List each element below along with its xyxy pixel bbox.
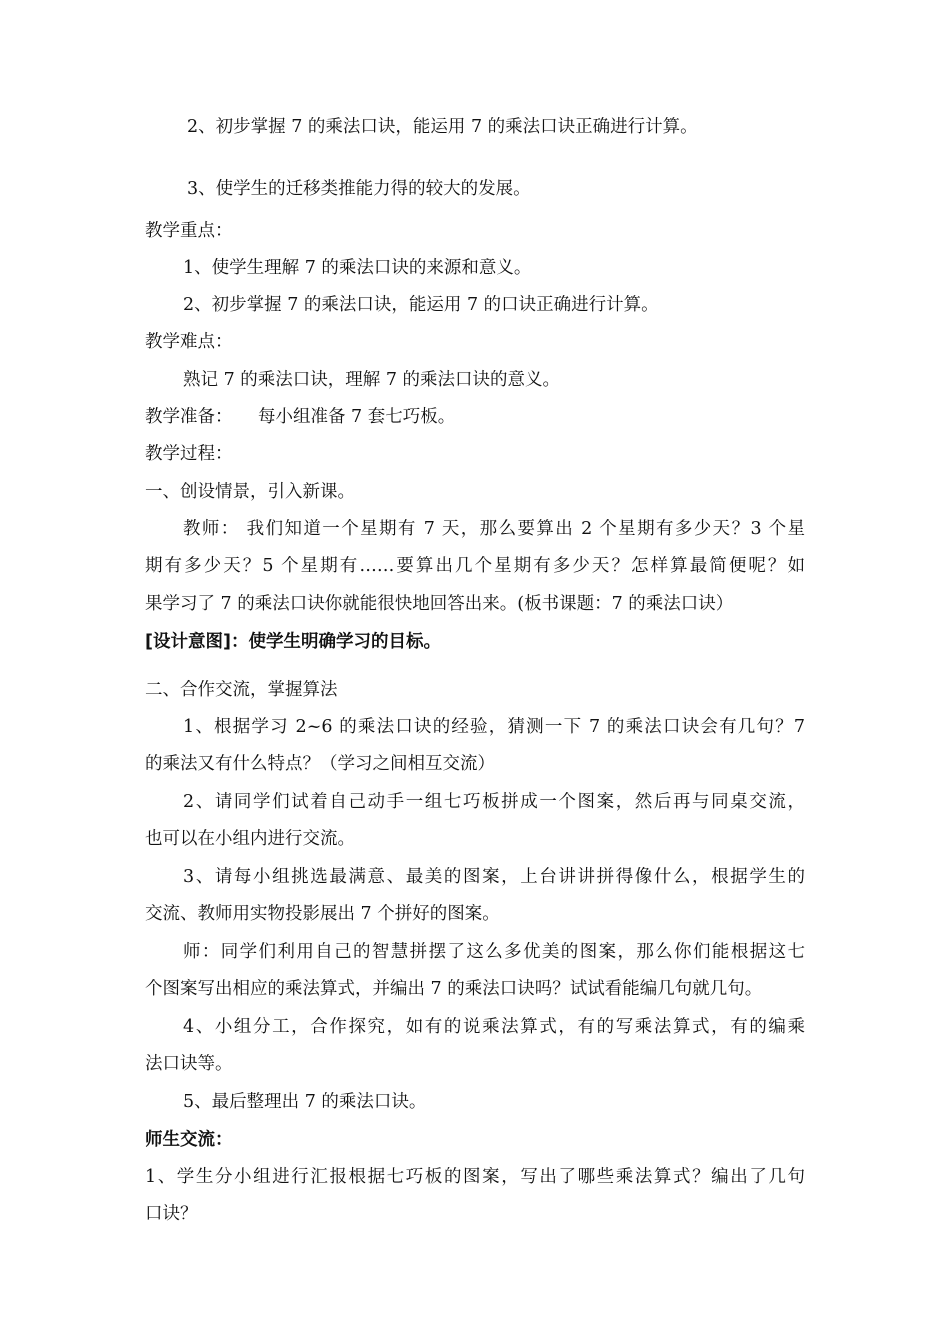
objective-item-3: 3、使学生的迁移类推能力得的较大的发展。 xyxy=(187,179,531,199)
step-3-line-1: 3、请每小组挑选最满意、最美的图案，上台讲讲拼得像什么，根据学生的 xyxy=(183,867,805,887)
step-1-line-2: 的乘法又有什么特点？（学习之间相互交流） xyxy=(145,754,495,774)
teacher-2-line-1: 师：同学们利用自己的智慧拼摆了这么多优美的图案，那么你们能根据这七 xyxy=(183,942,805,962)
step-5: 5、最后整理出 7 的乘法口诀。 xyxy=(183,1092,427,1112)
preparation-heading: 教学准备： xyxy=(145,407,233,427)
step-4-line-2: 法口诀等。 xyxy=(145,1054,233,1074)
section-1-title: 一、创设情景，引入新课。 xyxy=(145,482,355,502)
preparation-text: 每小组准备 7 套七巧板。 xyxy=(258,407,456,427)
teacher-2-line-2: 个图案写出相应的乘法算式，并编出 7 的乘法口诀吗？试试看能编几句就几句。 xyxy=(145,979,763,999)
teacher-intro-line-1: 教师： 我们知道一个星期有 7 天，那么要算出 2 个星期有多少天？3 个星 xyxy=(183,519,805,539)
teacher-intro-line-2: 期有多少天？5 个星期有……要算出几个星期有多少天？怎样算最简便呢？如 xyxy=(145,556,805,576)
exchange-heading: 师生交流： xyxy=(145,1130,233,1150)
step-1-line-1: 1、根据学习 2~6 的乘法口诀的经验，猜测一下 7 的乘法口诀会有几句？7 xyxy=(183,717,805,737)
key-points-heading: 教学重点： xyxy=(145,221,233,241)
step-3-line-2: 交流、教师用实物投影展出 7 个拼好的图案。 xyxy=(145,904,500,924)
teacher-intro-line-3: 果学习了 7 的乘法口诀你就能很快地回答出来。(板书课题：7 的乘法口诀） xyxy=(145,594,734,614)
difficulties-text: 熟记 7 的乘法口诀，理解 7 的乘法口诀的意义。 xyxy=(183,370,561,390)
key-point-item-1: 1、使学生理解 7 的乘法口诀的来源和意义。 xyxy=(183,258,532,278)
key-point-item-2: 2、初步掌握 7 的乘法口诀，能运用 7 的口诀正确进行计算。 xyxy=(183,295,659,315)
step-4-line-1: 4、小组分工，合作探究，如有的说乘法算式，有的写乘法算式，有的编乘 xyxy=(183,1017,805,1037)
exchange-1-line-1: 1、学生分小组进行汇报根据七巧板的图案，写出了哪些乘法算式？编出了几句 xyxy=(145,1167,805,1187)
section-2-title: 二、合作交流，掌握算法 xyxy=(145,680,338,700)
difficulties-heading: 教学难点： xyxy=(145,332,233,352)
step-2-line-2: 也可以在小组内进行交流。 xyxy=(145,829,355,849)
step-2-line-1: 2、请同学们试着自己动手一组七巧板拼成一个图案，然后再与同桌交流， xyxy=(183,792,805,812)
process-heading: 教学过程： xyxy=(145,444,233,464)
exchange-1-line-2: 口诀？ xyxy=(145,1204,198,1224)
design-intent: [设计意图]：使学生明确学习的目标。 xyxy=(145,632,441,652)
objective-item-2: 2、初步掌握 7 的乘法口诀，能运用 7 的乘法口诀正确进行计算。 xyxy=(187,117,698,137)
